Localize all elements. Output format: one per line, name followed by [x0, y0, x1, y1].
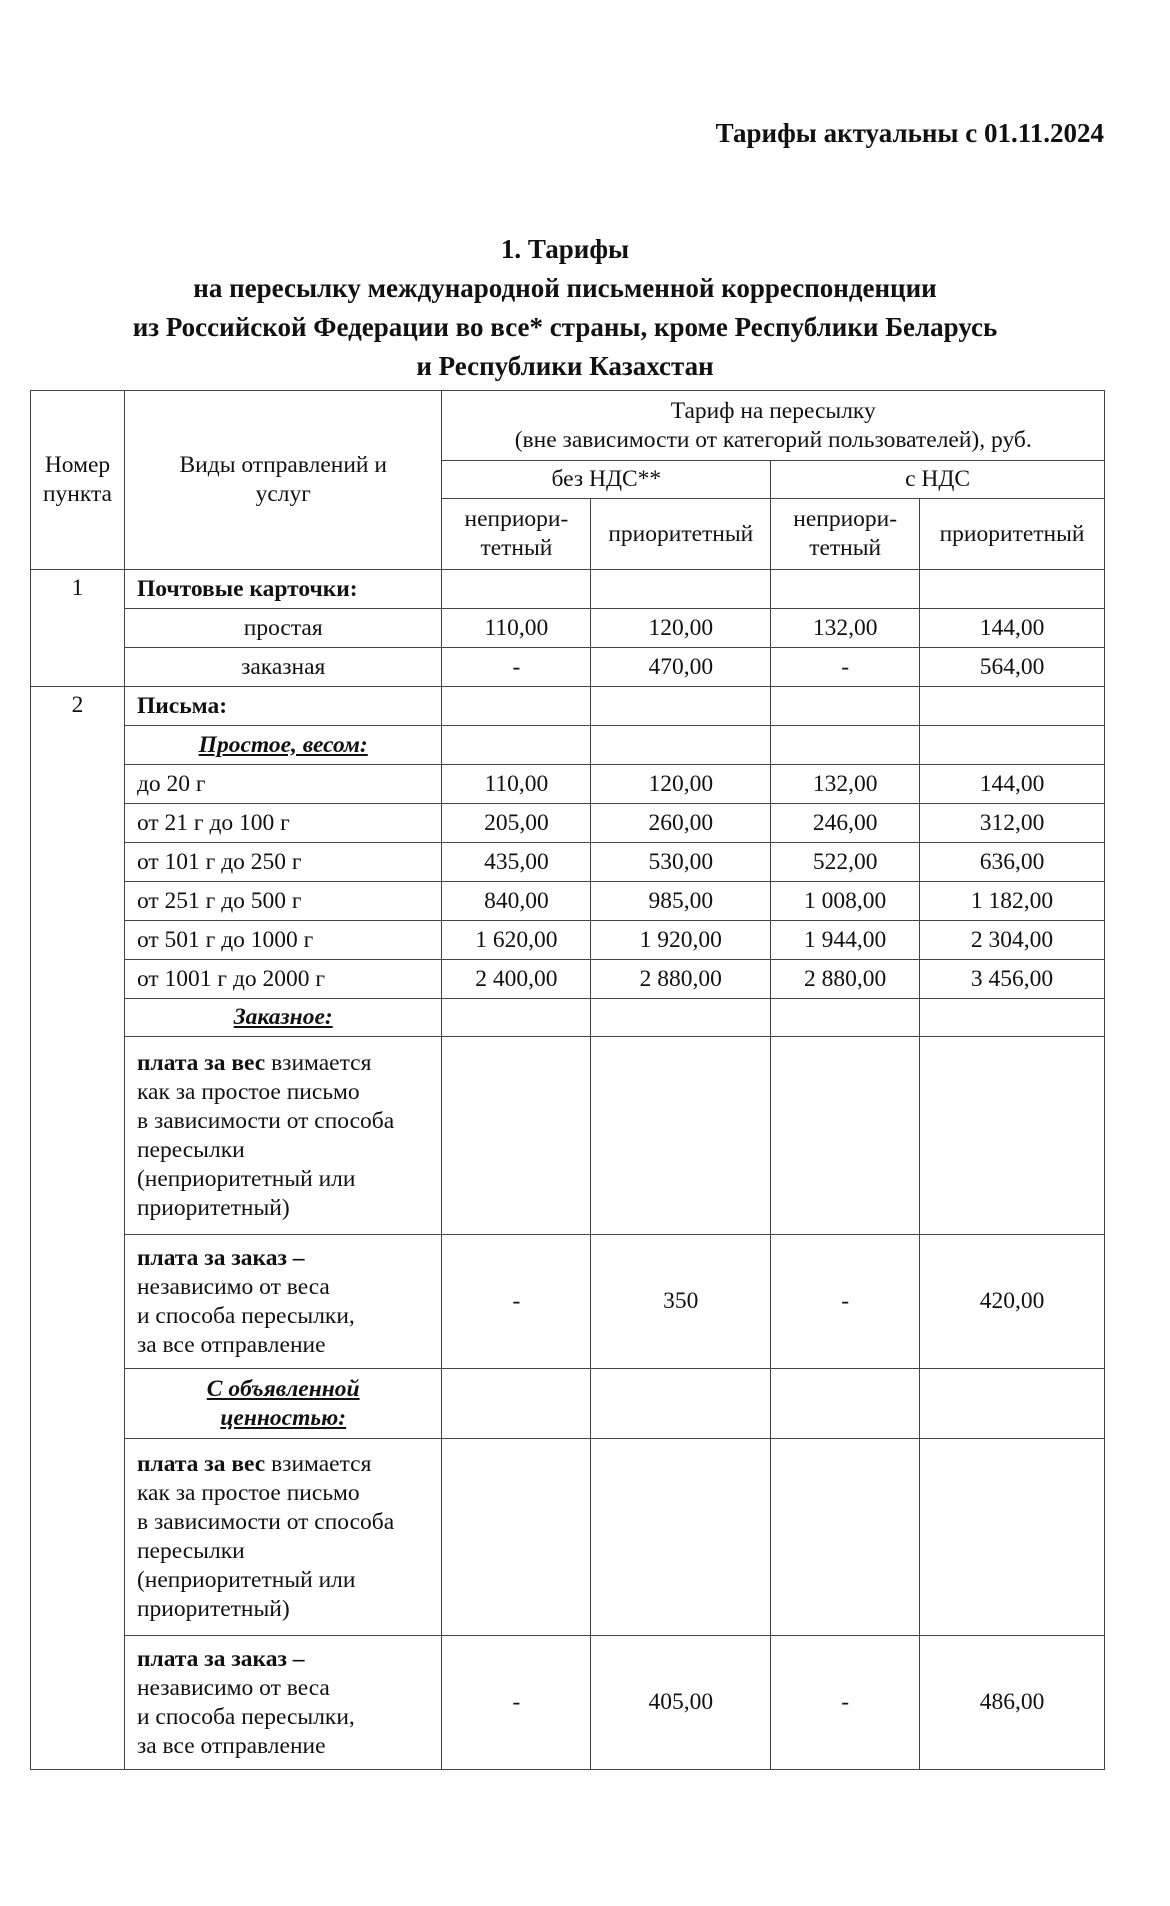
item-number: 2 [31, 687, 125, 1770]
row-label [124, 1235, 442, 1369]
value-cell: 420,00 [920, 1235, 1105, 1369]
table-row [31, 765, 1105, 804]
value-cell: 110,00 [442, 609, 591, 648]
value-cell: - [442, 648, 591, 687]
empty-cell [442, 1439, 591, 1636]
value-cell: 486,00 [920, 1636, 1105, 1770]
tariff-table [30, 390, 1105, 1770]
subsection-label: Заказное: [124, 999, 442, 1037]
table-row [31, 1439, 1105, 1636]
empty-cell [591, 726, 771, 765]
subsection-label: Простое, весом: [124, 726, 442, 765]
value-cell: 2 304,00 [920, 921, 1105, 960]
empty-cell [771, 999, 920, 1037]
value-cell: 144,00 [920, 765, 1105, 804]
header-row [31, 391, 1105, 461]
header-tariff-line1: Тариф на пересылку [670, 397, 876, 424]
header-number [31, 391, 125, 570]
value-cell: 840,00 [442, 882, 591, 921]
title-line: на пересылку международной письменной корреспонденции [193, 273, 937, 303]
table-row [31, 1235, 1105, 1369]
empty-cell [920, 1037, 1105, 1235]
item-number: 1 [31, 570, 125, 687]
empty-cell [442, 570, 591, 609]
date-note: Тарифы актуальны с 01.11.2024 [715, 118, 1104, 148]
row-label [124, 1636, 442, 1770]
value-cell: 132,00 [771, 609, 920, 648]
empty-cell [442, 1369, 591, 1439]
table-row [31, 609, 1105, 648]
table-row [31, 882, 1105, 921]
header-tariff [442, 391, 1105, 461]
row-label: от 21 г до 100 г [124, 804, 442, 843]
value-cell: 405,00 [591, 1636, 771, 1770]
row-label-bold: плата за вес [136, 1049, 266, 1076]
value-cell: 120,00 [591, 765, 771, 804]
table-row [31, 1369, 1105, 1439]
table-row [31, 804, 1105, 843]
value-cell: - [771, 1235, 920, 1369]
title-line: из Российской Федерации во все* страны, кроме Республики Беларусь [132, 312, 998, 342]
value-cell: 2 880,00 [591, 960, 771, 999]
row-label: от 101 г до 250 г [124, 843, 442, 882]
subsection-label-text: С объявленной ценностью: [206, 1375, 360, 1431]
empty-cell [591, 570, 771, 609]
empty-cell [442, 1037, 591, 1235]
row-label-rest: независимо от веса и способа пересылки, за все отправление [136, 1674, 355, 1759]
value-cell: 435,00 [442, 843, 591, 882]
table-row [31, 1636, 1105, 1770]
table-row [31, 1037, 1105, 1235]
header-kinds-text: Виды отправлений и услуг [179, 452, 387, 507]
header-with-vat: с НДС [771, 461, 1105, 499]
value-cell: 3 456,00 [920, 960, 1105, 999]
value-cell: 1 620,00 [442, 921, 591, 960]
row-label: простая [124, 609, 442, 648]
empty-cell [771, 1037, 920, 1235]
value-cell: 564,00 [920, 648, 1105, 687]
table-row [31, 648, 1105, 687]
header-number-text: Номер пункта [42, 452, 112, 507]
value-cell: 144,00 [920, 609, 1105, 648]
document-title [0, 230, 1130, 386]
value-cell: 120,00 [591, 609, 771, 648]
value-cell: 2 400,00 [442, 960, 591, 999]
table-row [31, 999, 1105, 1037]
row-label-rest: независимо от веса и способа пересылки, за все отправление [136, 1273, 355, 1358]
empty-cell [771, 570, 920, 609]
title-line: 1. Тарифы [500, 234, 630, 264]
row-label-bold: плата за вес [136, 1451, 266, 1477]
empty-cell [920, 999, 1105, 1037]
row-label: заказная [124, 648, 442, 687]
table-row [31, 726, 1105, 765]
empty-cell [442, 726, 591, 765]
row-label: от 1001 г до 2000 г [124, 960, 442, 999]
empty-cell [442, 999, 591, 1037]
value-cell: 110,00 [442, 765, 591, 804]
section-label: Почтовые карточки: [124, 570, 442, 609]
row-label: до 20 г [124, 765, 442, 804]
value-cell: 985,00 [591, 882, 771, 921]
value-cell: - [771, 648, 920, 687]
header-priority: приоритетный [920, 499, 1105, 570]
title-line: и Республики Казахстан [416, 351, 714, 381]
empty-cell [591, 1037, 771, 1235]
empty-cell [920, 687, 1105, 726]
header-no-vat: без НДС** [442, 461, 771, 499]
subsection-label [124, 1369, 442, 1439]
header-nonpriority-text: неприори-тетный [464, 506, 569, 561]
value-cell: 636,00 [920, 843, 1105, 882]
row-label: от 251 г до 500 г [124, 882, 442, 921]
row-label: от 501 г до 1000 г [124, 921, 442, 960]
value-cell: 522,00 [771, 843, 920, 882]
table-row [31, 843, 1105, 882]
header-tariff-line2: (вне зависимости от категорий пользователей), руб. [514, 426, 1032, 453]
empty-cell [591, 687, 771, 726]
row-label [124, 1439, 442, 1636]
value-cell: 2 880,00 [771, 960, 920, 999]
empty-cell [771, 726, 920, 765]
header-nonpriority [771, 499, 920, 570]
empty-cell [591, 1369, 771, 1439]
value-cell: - [442, 1235, 591, 1369]
value-cell: 1 944,00 [771, 921, 920, 960]
table-row [31, 921, 1105, 960]
value-cell: 246,00 [771, 804, 920, 843]
value-cell: 260,00 [591, 804, 771, 843]
row-label-bold: плата за заказ – [136, 1244, 305, 1271]
empty-cell [591, 1439, 771, 1636]
empty-cell [771, 1369, 920, 1439]
row-label-rest: взимается как за простое письмо в зависимости от способа пересылки (неприоритетный или приоритетный) [136, 1049, 395, 1221]
row-label-rest: взимается как за простое письмо в зависимости от способа пересылки (неприоритетный или приоритетный) [136, 1451, 395, 1622]
value-cell: 1 008,00 [771, 882, 920, 921]
value-cell: 312,00 [920, 804, 1105, 843]
header-kinds [124, 391, 442, 570]
row-label [124, 1037, 442, 1235]
empty-cell [920, 1369, 1105, 1439]
table-row [31, 570, 1105, 609]
table-row [31, 687, 1105, 726]
empty-cell [920, 570, 1105, 609]
empty-cell [771, 687, 920, 726]
value-cell: 132,00 [771, 765, 920, 804]
empty-cell [920, 726, 1105, 765]
empty-cell [920, 1439, 1105, 1636]
value-cell: - [442, 1636, 591, 1770]
value-cell: 470,00 [591, 648, 771, 687]
section-label: Письма: [124, 687, 442, 726]
row-label-bold: плата за заказ – [136, 1645, 305, 1672]
header-priority: приоритетный [591, 499, 771, 570]
value-cell: 530,00 [591, 843, 771, 882]
empty-cell [591, 999, 771, 1037]
value-cell: 1 182,00 [920, 882, 1105, 921]
empty-cell [771, 1439, 920, 1636]
value-cell: 1 920,00 [591, 921, 771, 960]
value-cell: 350 [591, 1235, 771, 1369]
header-nonpriority [442, 499, 591, 570]
value-cell: - [771, 1636, 920, 1770]
table-row [31, 960, 1105, 999]
empty-cell [442, 687, 591, 726]
header-nonpriority-text: неприори-тетный [793, 506, 898, 561]
value-cell: 205,00 [442, 804, 591, 843]
